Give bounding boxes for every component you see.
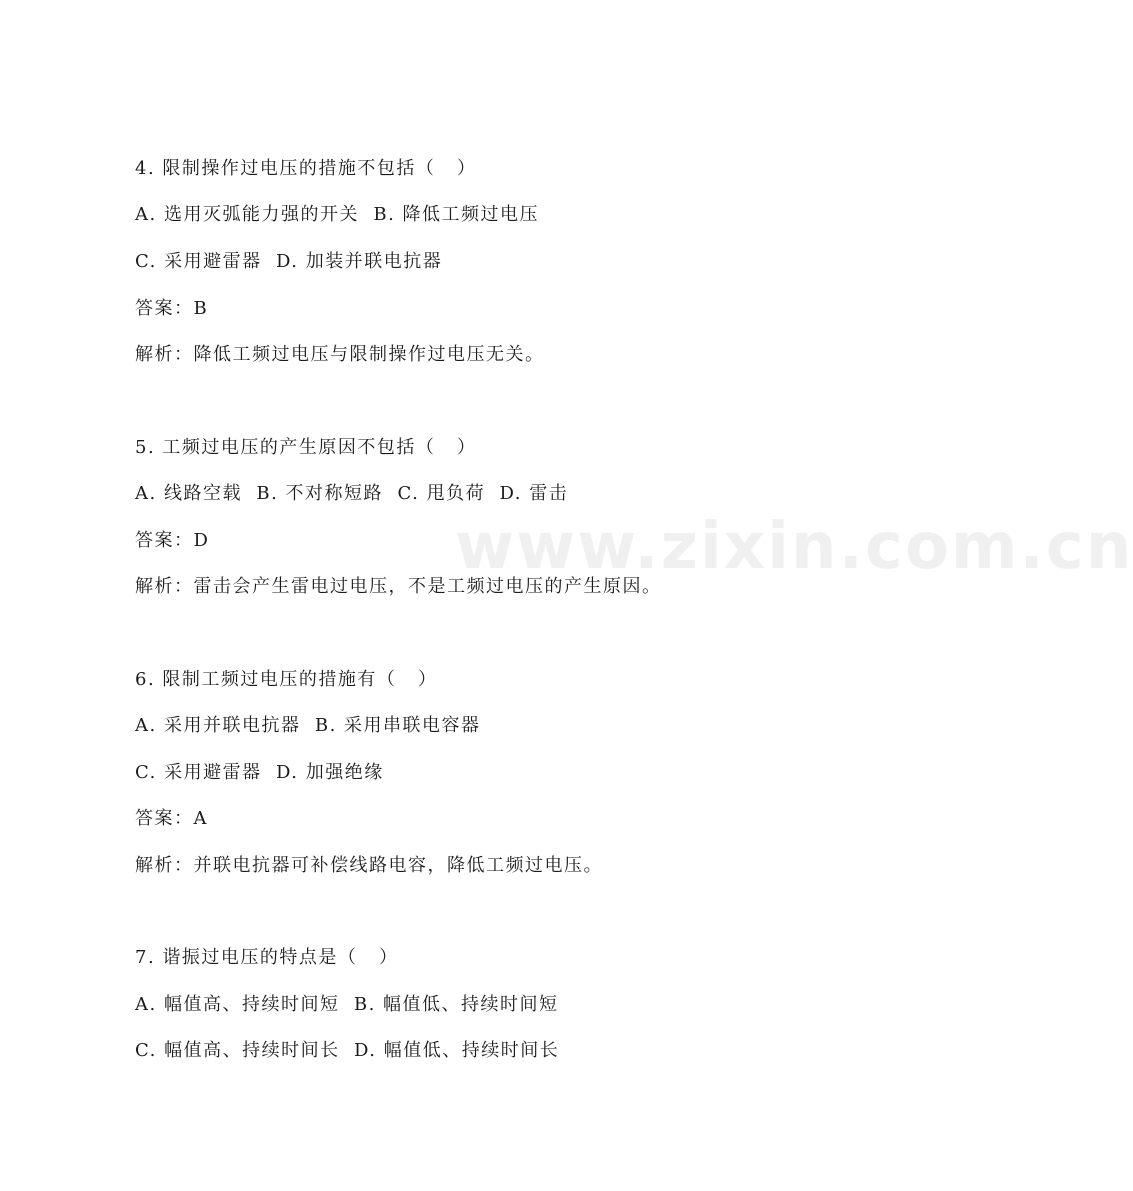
question-7-options-cd: C. 幅值高、持续时间长 D. 幅值低、持续时间长 xyxy=(135,1040,560,1061)
question-6-options-cd: C. 采用避雷器 D. 加强绝缘 xyxy=(135,762,384,783)
question-5-analysis: 解析：雷击会产生雷电过电压，不是工频过电压的产生原因。 xyxy=(135,576,662,597)
question-4-analysis: 解析：降低工频过电压与限制操作过电压无关。 xyxy=(135,344,545,365)
question-4-options-ab: A. 选用灭弧能力强的开关 B. 降低工频过电压 xyxy=(135,204,540,225)
question-4-answer: 答案：B xyxy=(135,298,209,319)
question-5-answer: 答案：D xyxy=(135,530,210,551)
question-6-text: 6. 限制工频过电压的措施有（ ） xyxy=(135,669,438,690)
question-5-text: 5. 工频过电压的产生原因不包括（ ） xyxy=(135,437,477,458)
question-7-text: 7. 谐振过电压的特点是（ ） xyxy=(135,947,399,968)
question-6-options-ab: A. 采用并联电抗器 B. 采用串联电容器 xyxy=(135,715,481,736)
question-4-options-cd: C. 采用避雷器 D. 加装并联电抗器 xyxy=(135,251,443,272)
question-6-answer: 答案：A xyxy=(135,808,208,829)
question-6-analysis: 解析：并联电抗器可补偿线路电容，降低工频过电压。 xyxy=(135,855,603,876)
question-4-text: 4. 限制操作过电压的措施不包括（ ） xyxy=(135,158,477,179)
question-7-options-ab: A. 幅值高、持续时间短 B. 幅值低、持续时间短 xyxy=(135,994,559,1015)
watermark: www.zixin.com.cn xyxy=(455,510,1133,584)
question-5-options: A. 线路空载 B. 不对称短路 C. 甩负荷 D. 雷击 xyxy=(135,483,569,504)
